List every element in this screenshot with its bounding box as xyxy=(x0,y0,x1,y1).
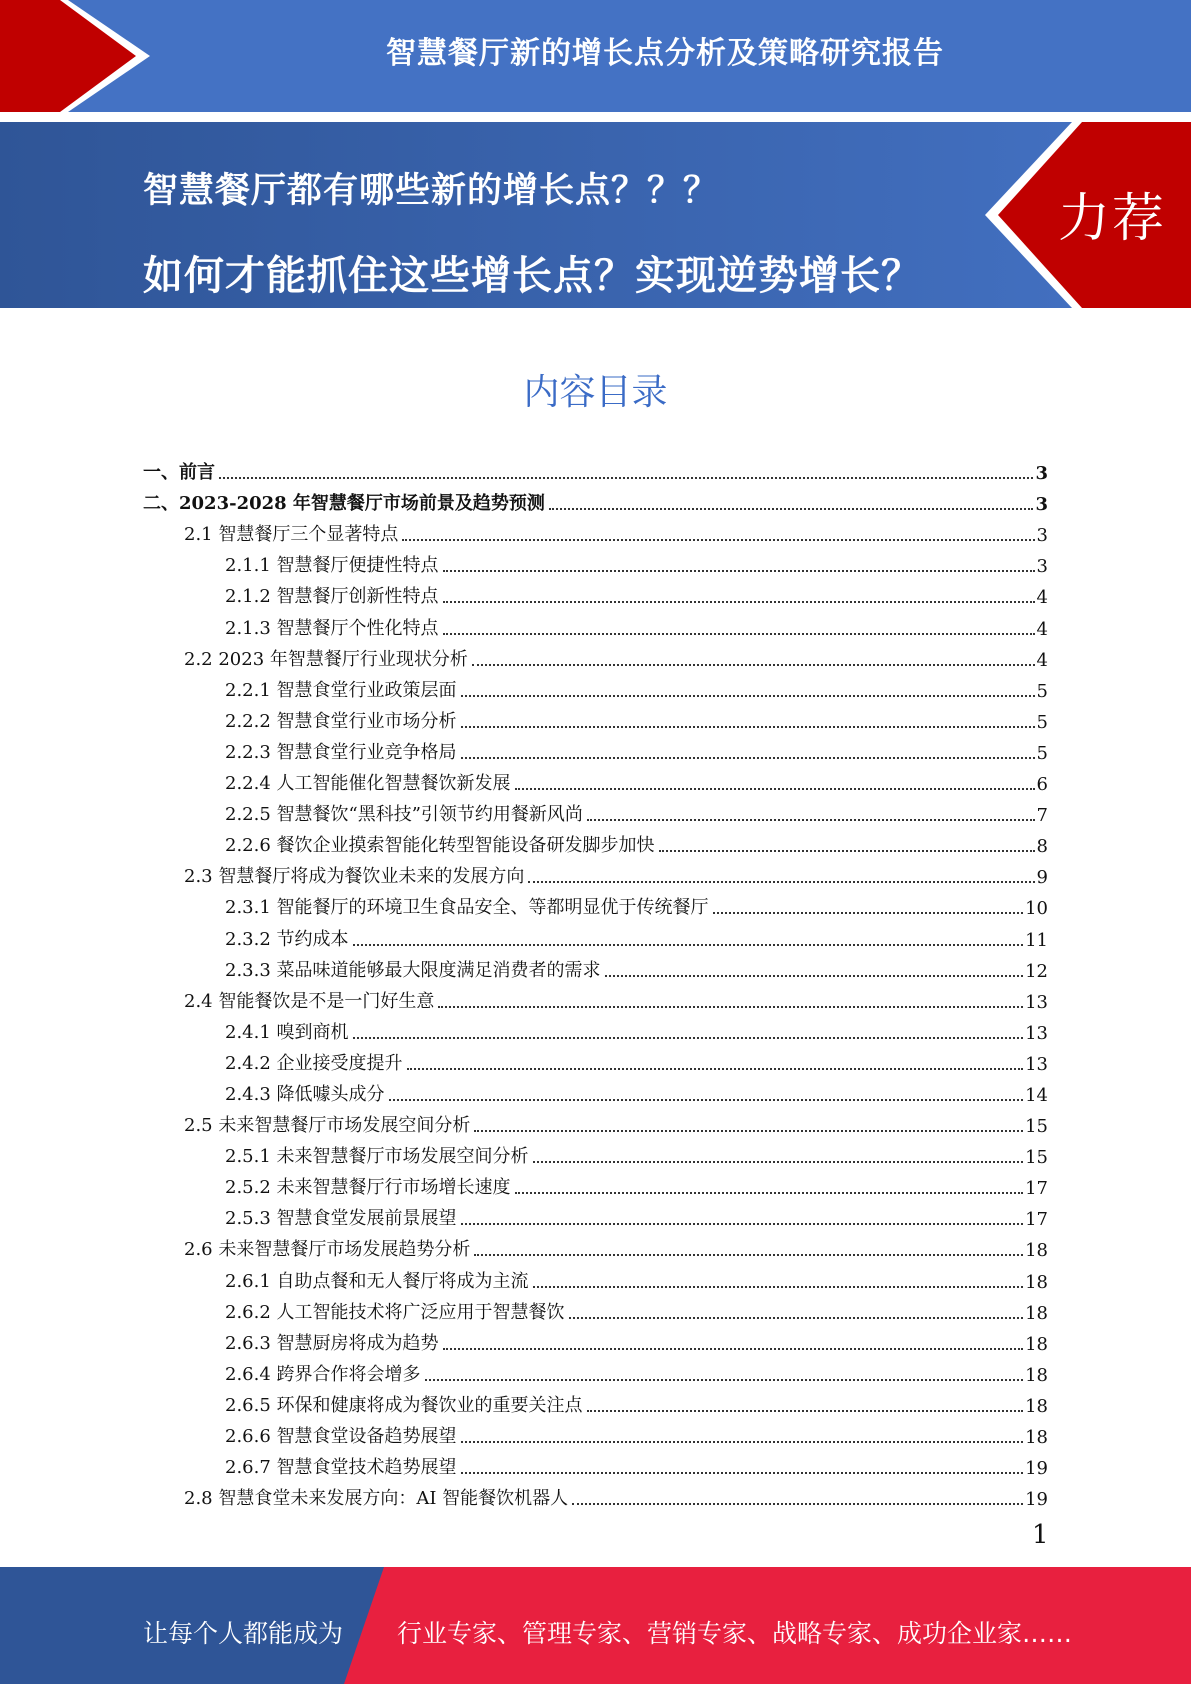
toc-entry[interactable] xyxy=(143,1481,1048,1512)
toc-entry[interactable] xyxy=(143,610,1048,641)
toc-leader-dots xyxy=(533,1286,1024,1288)
toc-leader-dots xyxy=(474,1130,1023,1132)
toc-entry-title: 2.1 智慧餐厅三个显著特点 xyxy=(184,524,399,546)
toc-entry[interactable] xyxy=(143,859,1048,890)
toc-entry[interactable] xyxy=(143,517,1048,548)
toc-entry-page: 3 xyxy=(1035,494,1048,516)
toc-leader-dots xyxy=(443,570,1035,572)
toc-entry-title: 2.5.3 智慧食堂发展前景展望 xyxy=(225,1208,457,1230)
toc-leader-dots xyxy=(572,1503,1023,1505)
toc-leader-dots xyxy=(461,726,1035,728)
toc-entry-page: 7 xyxy=(1036,805,1048,827)
toc-entry-title: 2.6.6 智慧食堂设备趋势展望 xyxy=(225,1426,457,1447)
toc-entry-page: 15 xyxy=(1025,1116,1048,1138)
toc-leader-dots xyxy=(443,601,1035,603)
toc-leader-dots xyxy=(569,1317,1024,1319)
toc-entry[interactable] xyxy=(143,1326,1048,1357)
toc-entry[interactable] xyxy=(143,1419,1048,1450)
toc-leader-dots xyxy=(389,1099,1024,1101)
toc-entry[interactable] xyxy=(143,797,1048,828)
toc-entry[interactable] xyxy=(143,735,1048,766)
toc-entry-page: 4 xyxy=(1036,649,1048,671)
page-number: 1 xyxy=(1032,1520,1049,1550)
toc-entry[interactable] xyxy=(143,1263,1048,1294)
toc-leader-dots xyxy=(472,664,1035,666)
toc-leader-dots xyxy=(461,1472,1024,1474)
footer-slogan: 让每个人都能成为 xyxy=(143,1619,344,1648)
toc-entry-title: 2.4.3 降低噱头成分 xyxy=(225,1083,385,1105)
toc-entry-page: 13 xyxy=(1025,1053,1048,1075)
toc-leader-dots xyxy=(515,788,1035,790)
toc-entry[interactable] xyxy=(143,1388,1048,1419)
toc-entry-page: 3 xyxy=(1035,463,1048,485)
toc-entry-title: 2.6.3 智慧厨房将成为趋势 xyxy=(225,1332,439,1354)
toc-entry-page: 5 xyxy=(1036,742,1048,764)
toc-entry[interactable] xyxy=(143,1357,1048,1388)
toc-entry[interactable] xyxy=(143,984,1048,1015)
toc-leader-dots xyxy=(605,975,1024,977)
toc-entry-page: 6 xyxy=(1036,774,1048,796)
toc-entry[interactable] xyxy=(143,921,1048,952)
toc-entry[interactable] xyxy=(143,1108,1048,1139)
toc-entry-title: 2.3.2 节约成本 xyxy=(225,928,349,950)
banner-headline-2: 如何才能抓住这些增长点？实现逆势增长？ xyxy=(143,253,922,299)
toc-leader-dots xyxy=(461,1441,1024,1443)
toc-entry-title: 2.6.1 自助点餐和无人餐厅将成为主流 xyxy=(225,1270,529,1292)
toc-entry-title: 2.2.3 智慧食堂行业竞争格局 xyxy=(225,741,457,763)
toc-entry[interactable] xyxy=(143,828,1048,859)
toc-entry[interactable] xyxy=(143,953,1048,984)
toc-leader-dots xyxy=(219,477,1033,479)
toc-entry[interactable] xyxy=(143,1046,1048,1077)
toc-leader-dots xyxy=(353,944,1024,946)
toc-entry-page: 18 xyxy=(1025,1302,1048,1324)
toc-entry-title: 2.6.4 跨界合作将会增多 xyxy=(225,1363,421,1385)
toc-entry[interactable] xyxy=(143,1170,1048,1201)
toc-entry-title: 2.1.2 智慧餐厅创新性特点 xyxy=(225,586,439,608)
toc-entry[interactable] xyxy=(143,579,1048,610)
toc-entry[interactable] xyxy=(143,704,1048,735)
toc-leader-dots xyxy=(461,695,1035,697)
toc-leader-dots xyxy=(587,1410,1024,1412)
toc-entry-title: 2.3.3 菜品味道能够最大限度满足消费者的需求 xyxy=(225,959,601,981)
toc-leader-dots xyxy=(443,633,1035,635)
toc-leader-dots xyxy=(425,1379,1024,1381)
toc-entry-page: 19 xyxy=(1025,1489,1048,1511)
toc-entry-page: 19 xyxy=(1025,1458,1048,1480)
toc-entry-title: 2.2 2023 年智慧餐厅行业现状分析 xyxy=(184,648,468,670)
toc-entry-page: 18 xyxy=(1025,1271,1048,1293)
toc-leader-dots xyxy=(528,881,1034,883)
toc-entry-title: 2.5.2 未来智慧餐厅行市场增长速度 xyxy=(225,1177,511,1199)
toc-entry-title: 2.2.5 智慧餐饮“黑科技”引领节约用餐新风尚 xyxy=(225,804,583,826)
toc-entry[interactable] xyxy=(143,766,1048,797)
toc-entry-page: 18 xyxy=(1025,1364,1048,1386)
toc-entry-title: 2.2.2 智慧食堂行业市场分析 xyxy=(225,710,457,732)
toc-title: 内容目录 xyxy=(523,372,668,413)
toc-entry[interactable] xyxy=(143,548,1048,579)
toc-entry-page: 18 xyxy=(1025,1240,1048,1262)
toc-entry-title: 2.6.7 智慧食堂技术趋势展望 xyxy=(225,1457,457,1479)
toc-entry-page: 17 xyxy=(1025,1209,1048,1231)
footer-roles: 行业专家、管理专家、营销专家、战略专家、成功企业家…… xyxy=(397,1619,1073,1648)
toc-entry-page: 14 xyxy=(1025,1084,1048,1106)
toc-entry-title: 2.3 智慧餐厅将成为餐饮业未来的发展方向 xyxy=(184,866,525,888)
toc-entry-title: 2.4.2 企业接受度提升 xyxy=(225,1052,403,1074)
toc-entry[interactable] xyxy=(143,1232,1048,1263)
toc-entry-title: 二、2023-2028 年智慧餐厅市场前景及趋势预测 xyxy=(143,493,545,515)
toc-leader-dots xyxy=(461,757,1035,759)
toc-entry[interactable] xyxy=(143,642,1048,673)
toc-entry-page: 3 xyxy=(1036,525,1048,547)
toc-entry-page: 8 xyxy=(1036,836,1048,858)
toc-leader-dots xyxy=(713,912,1024,914)
toc-entry-page: 10 xyxy=(1025,898,1048,920)
toc-entry[interactable] xyxy=(143,1139,1048,1170)
toc-entry-page: 13 xyxy=(1025,1022,1048,1044)
toc-entry[interactable] xyxy=(143,890,1048,921)
toc-entry[interactable] xyxy=(143,1201,1048,1232)
toc-entry-page: 17 xyxy=(1025,1178,1048,1200)
toc-entry-page: 9 xyxy=(1036,867,1048,889)
toc-entry-title: 一、前言 xyxy=(143,462,215,484)
toc-entry-title: 2.1.3 智慧餐厅个性化特点 xyxy=(225,617,439,639)
toc-entry-page: 15 xyxy=(1025,1147,1048,1169)
toc-entry-page: 3 xyxy=(1036,556,1048,578)
toc-leader-dots xyxy=(659,850,1035,852)
toc-entry-title: 2.5.1 未来智慧餐厅市场发展空间分析 xyxy=(225,1146,529,1168)
toc-entry-page: 4 xyxy=(1036,618,1048,640)
toc-leader-dots xyxy=(443,1348,1024,1350)
toc-entry-page: 5 xyxy=(1036,711,1048,733)
toc-leader-dots xyxy=(402,539,1034,541)
toc-leader-dots xyxy=(461,1223,1024,1225)
toc-entry-title: 2.6.5 环保和健康将成为餐饮业的重要关注点 xyxy=(225,1394,583,1416)
toc-entry-title: 2.4.1 嗅到商机 xyxy=(225,1021,349,1043)
header-title: 智慧餐厅新的增长点分析及策略研究报告 xyxy=(386,36,944,71)
toc-entry[interactable] xyxy=(143,455,1048,486)
toc-leader-dots xyxy=(353,1037,1024,1039)
toc-leader-dots xyxy=(438,1006,1023,1008)
toc-entry-title: 2.6.2 人工智能技术将广泛应用于智慧餐饮 xyxy=(225,1301,565,1323)
recommend-badge: 力荐 xyxy=(1058,189,1167,249)
toc-entry-title: 2.6 未来智慧餐厅市场发展趋势分析 xyxy=(184,1239,471,1261)
toc-entry-title: 2.8 智慧食堂未来发展方向：AI 智能餐饮机器人 xyxy=(184,1488,569,1510)
toc-entry[interactable] xyxy=(143,1450,1048,1481)
toc-entry[interactable] xyxy=(143,673,1048,704)
toc-entry[interactable] xyxy=(143,486,1048,517)
toc-entry-page: 18 xyxy=(1025,1427,1048,1448)
toc-entry-page: 12 xyxy=(1025,960,1048,982)
toc-entry-title: 2.4 智能餐饮是不是一门好生意 xyxy=(184,990,435,1012)
toc-entry[interactable] xyxy=(143,1077,1048,1108)
toc-entry-title: 2.3.1 智能餐厅的环境卫生食品安全、等都明显优于传统餐厅 xyxy=(225,897,709,919)
toc-leader-dots xyxy=(587,819,1035,821)
toc-entry-page: 4 xyxy=(1036,587,1048,609)
toc-entry-page: 11 xyxy=(1025,929,1048,951)
toc-entry-title: 2.2.4 人工智能催化智慧餐饮新发展 xyxy=(225,773,511,795)
toc-entry-title: 2.5 未来智慧餐厅市场发展空间分析 xyxy=(184,1115,471,1137)
toc-entry-page: 18 xyxy=(1025,1333,1048,1355)
toc-leader-dots xyxy=(474,1254,1023,1256)
toc-entry-page: 13 xyxy=(1025,991,1048,1013)
table-of-contents xyxy=(143,455,1048,1512)
toc-leader-dots xyxy=(515,1192,1024,1194)
toc-entry-page: 18 xyxy=(1025,1395,1048,1417)
toc-entry-title: 2.2.6 餐饮企业摸索智能化转型智能设备研发脚步加快 xyxy=(225,835,655,857)
toc-leader-dots xyxy=(549,508,1034,510)
toc-entry-title: 2.1.1 智慧餐厅便捷性特点 xyxy=(225,555,439,577)
toc-entry[interactable] xyxy=(143,1015,1048,1046)
toc-entry-page: 5 xyxy=(1036,680,1048,702)
toc-entry-title: 2.2.1 智慧食堂行业政策层面 xyxy=(225,679,457,701)
banner-headline-1: 智慧餐厅都有哪些新的增长点？？？ xyxy=(143,171,720,211)
toc-entry[interactable] xyxy=(143,1295,1048,1326)
toc-leader-dots xyxy=(533,1161,1024,1163)
toc-leader-dots xyxy=(407,1068,1024,1070)
